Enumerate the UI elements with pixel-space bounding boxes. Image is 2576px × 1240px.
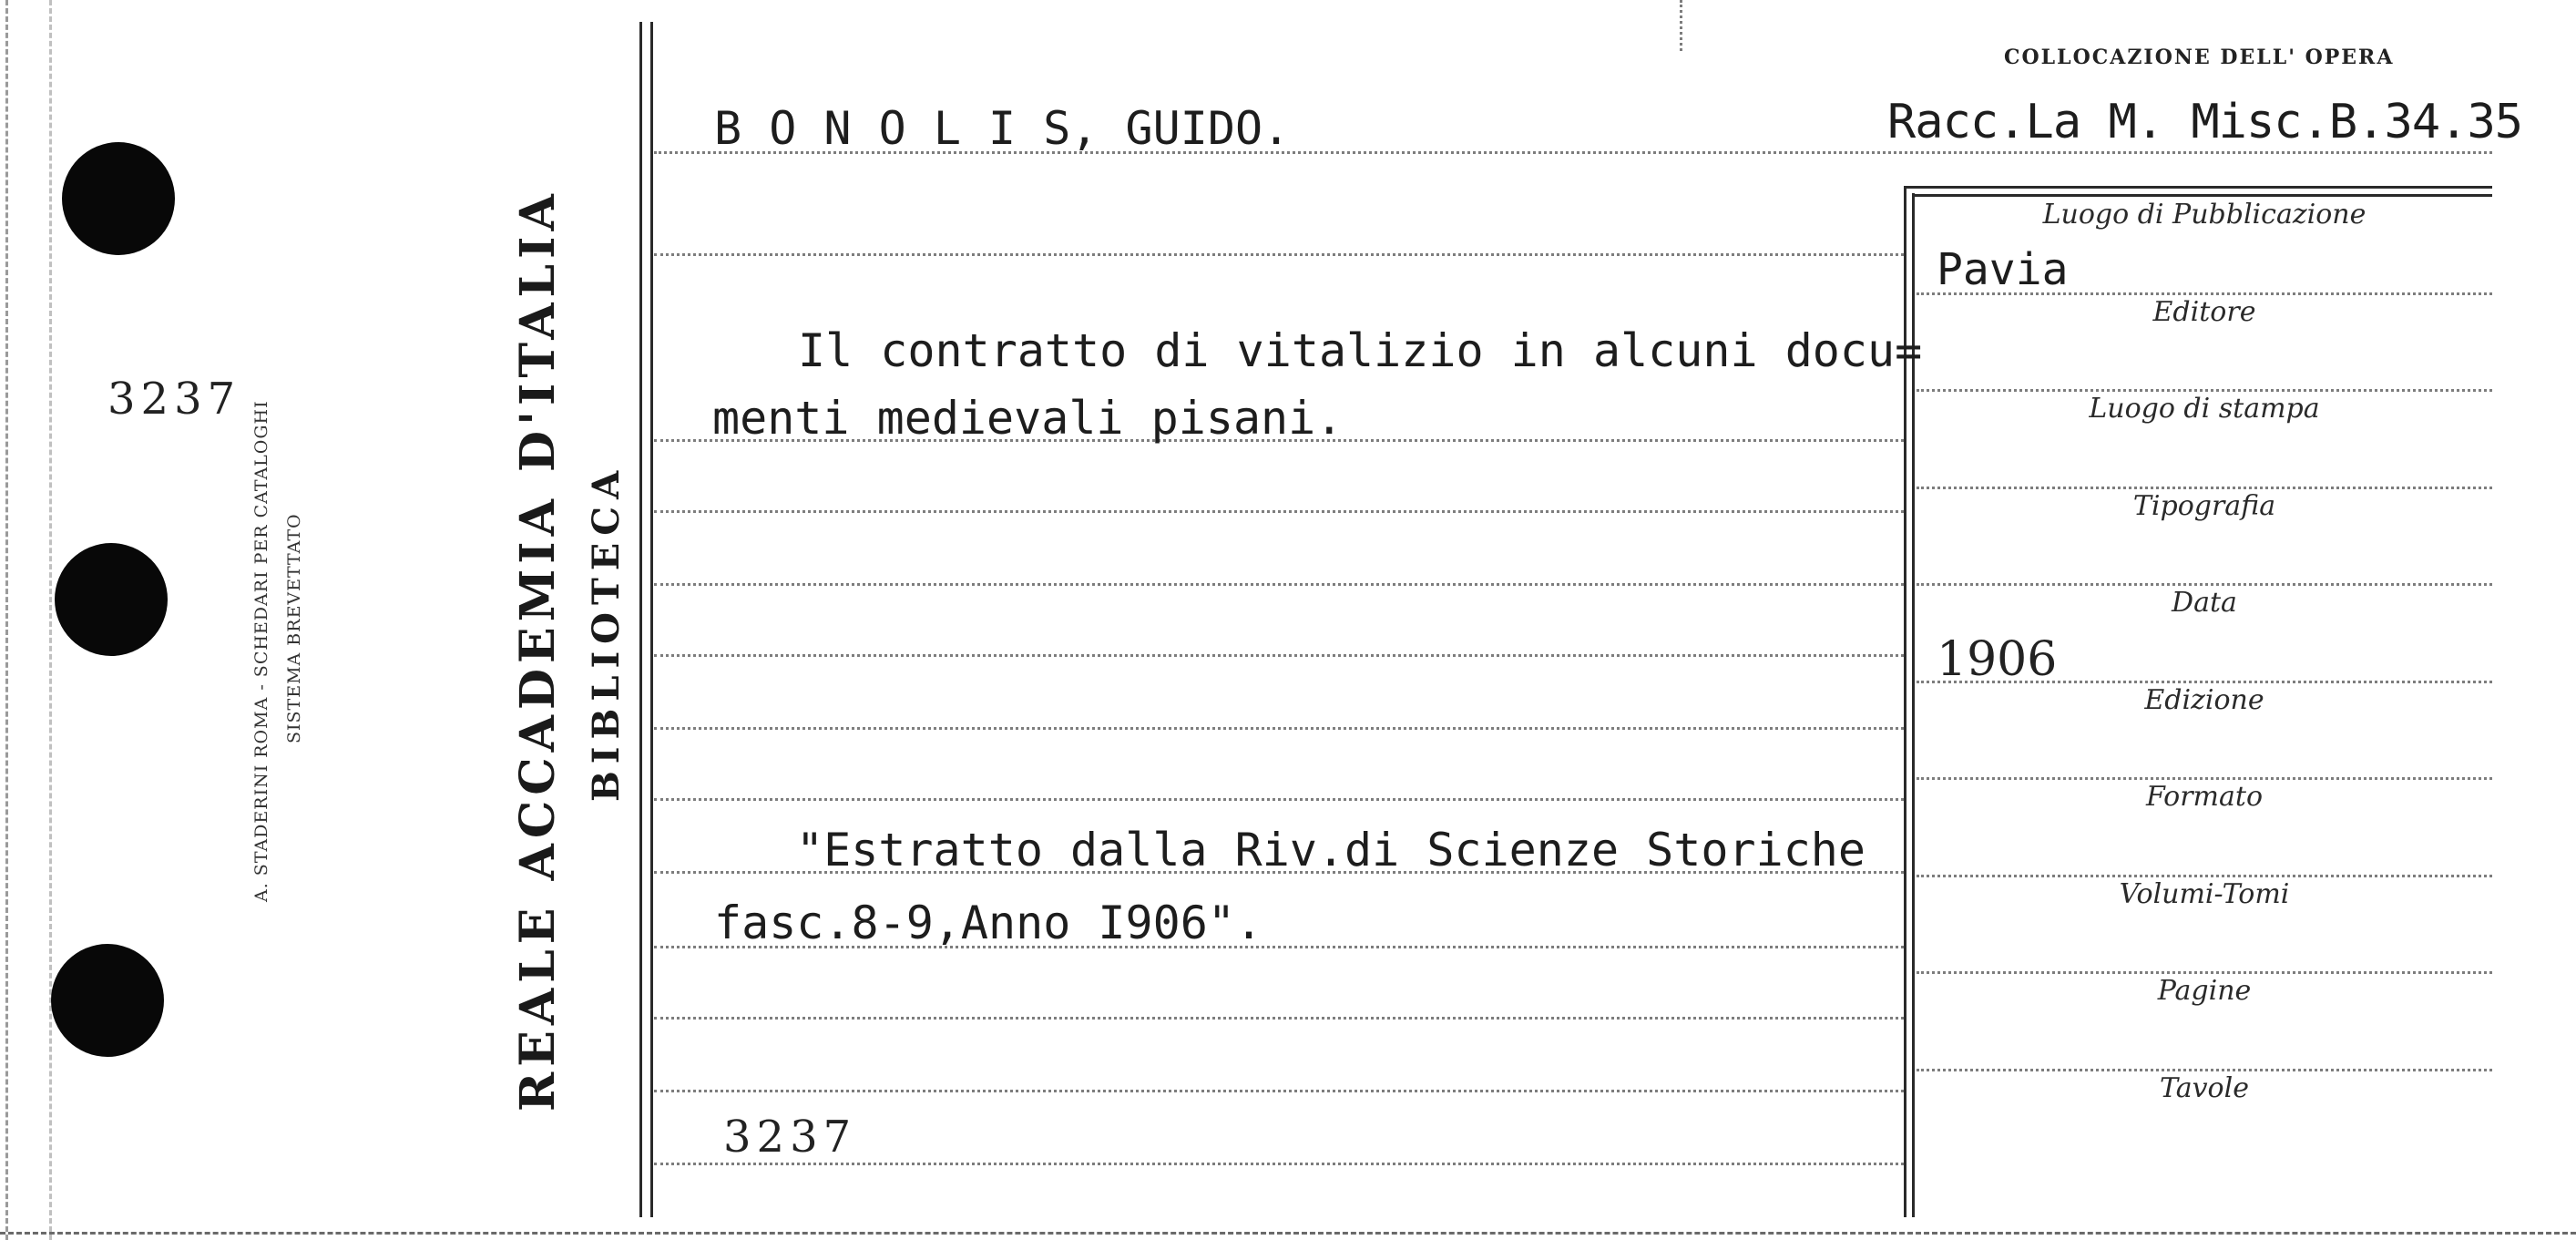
punch-hole-bottom bbox=[51, 944, 164, 1057]
field-ruled-line bbox=[1917, 292, 2492, 295]
collocation-header: COLLOCAZIONE DELL' OPERA bbox=[2004, 46, 2395, 69]
field-label: Luogo di Pubblicazione bbox=[2042, 199, 2366, 231]
field-label: Tavole bbox=[2160, 1071, 2249, 1104]
field-label: Luogo di stampa bbox=[2089, 393, 2320, 425]
field-label: Volumi-Tomi bbox=[2119, 877, 2290, 910]
ruled-line bbox=[654, 583, 1904, 586]
field-ruled-line bbox=[1917, 777, 2492, 780]
field-label: Tipografia bbox=[2132, 489, 2276, 522]
field-ruled-line bbox=[1917, 487, 2492, 489]
inventory-number: 3237 bbox=[723, 1112, 857, 1163]
field-label: Pagine bbox=[2157, 975, 2252, 1007]
field-value: 1906 bbox=[1937, 632, 2058, 687]
field-ruled-line bbox=[1917, 583, 2492, 586]
author-name: B O N O L I S, GUIDO. bbox=[714, 102, 1291, 155]
field-label: Data bbox=[2172, 587, 2237, 619]
card-left-rule-outer bbox=[639, 22, 642, 1217]
panel-top-rule-inner bbox=[1912, 194, 2492, 197]
field-label: Edizione bbox=[2144, 683, 2264, 716]
library-name: BIBLIOTECA bbox=[585, 463, 628, 802]
stub-number: 3237 bbox=[107, 374, 241, 425]
ruled-line bbox=[654, 654, 1904, 657]
field-value: Pavia bbox=[1937, 244, 2069, 295]
ruled-line bbox=[654, 1090, 1904, 1092]
left-inner-dashed-line bbox=[49, 0, 52, 1240]
ruled-line bbox=[654, 1163, 1904, 1165]
card-left-rule-inner bbox=[650, 22, 653, 1217]
panel-top-rule-outer bbox=[1904, 186, 2492, 189]
note-line-2: fasc.8-9,Anno I906". bbox=[714, 897, 1263, 949]
ruled-line bbox=[654, 727, 1904, 730]
printer-imprint-line2: SISTEMA BREVETTATO bbox=[284, 513, 304, 743]
card-bottom-edge bbox=[0, 1232, 2576, 1235]
title-line-1: Il contratto di vitalizio in alcuni docu= bbox=[798, 324, 1923, 377]
field-ruled-line bbox=[1917, 681, 2492, 683]
ruled-line bbox=[654, 253, 1904, 256]
field-ruled-line bbox=[1917, 875, 2492, 877]
left-edge-dashed-line bbox=[5, 0, 8, 1240]
ruled-line bbox=[654, 510, 1904, 513]
field-ruled-line bbox=[1917, 971, 2492, 974]
divider-top-right bbox=[1680, 0, 1682, 51]
punch-hole-middle bbox=[55, 543, 168, 656]
collocation-value: Racc.La M. Misc.B.34.35 bbox=[1887, 95, 2523, 149]
punch-hole-top bbox=[62, 142, 175, 255]
title-line-2: menti medievali pisani. bbox=[712, 392, 1344, 445]
printer-imprint-line1: A. STADERINI ROMA - SCHEDARI PER CATALOGHI bbox=[251, 400, 271, 902]
field-ruled-line bbox=[1917, 389, 2492, 392]
institution-name: REALE ACCADEMIA D'ITALIA bbox=[510, 189, 566, 1112]
field-ruled-line bbox=[1917, 1069, 2492, 1071]
ruled-line bbox=[654, 798, 1904, 801]
field-label: Editore bbox=[2152, 295, 2256, 328]
note-line-1: "Estratto dalla Riv.di Scienze Storiche bbox=[796, 824, 1866, 876]
ruled-line bbox=[654, 1017, 1904, 1020]
field-label: Formato bbox=[2145, 781, 2264, 813]
